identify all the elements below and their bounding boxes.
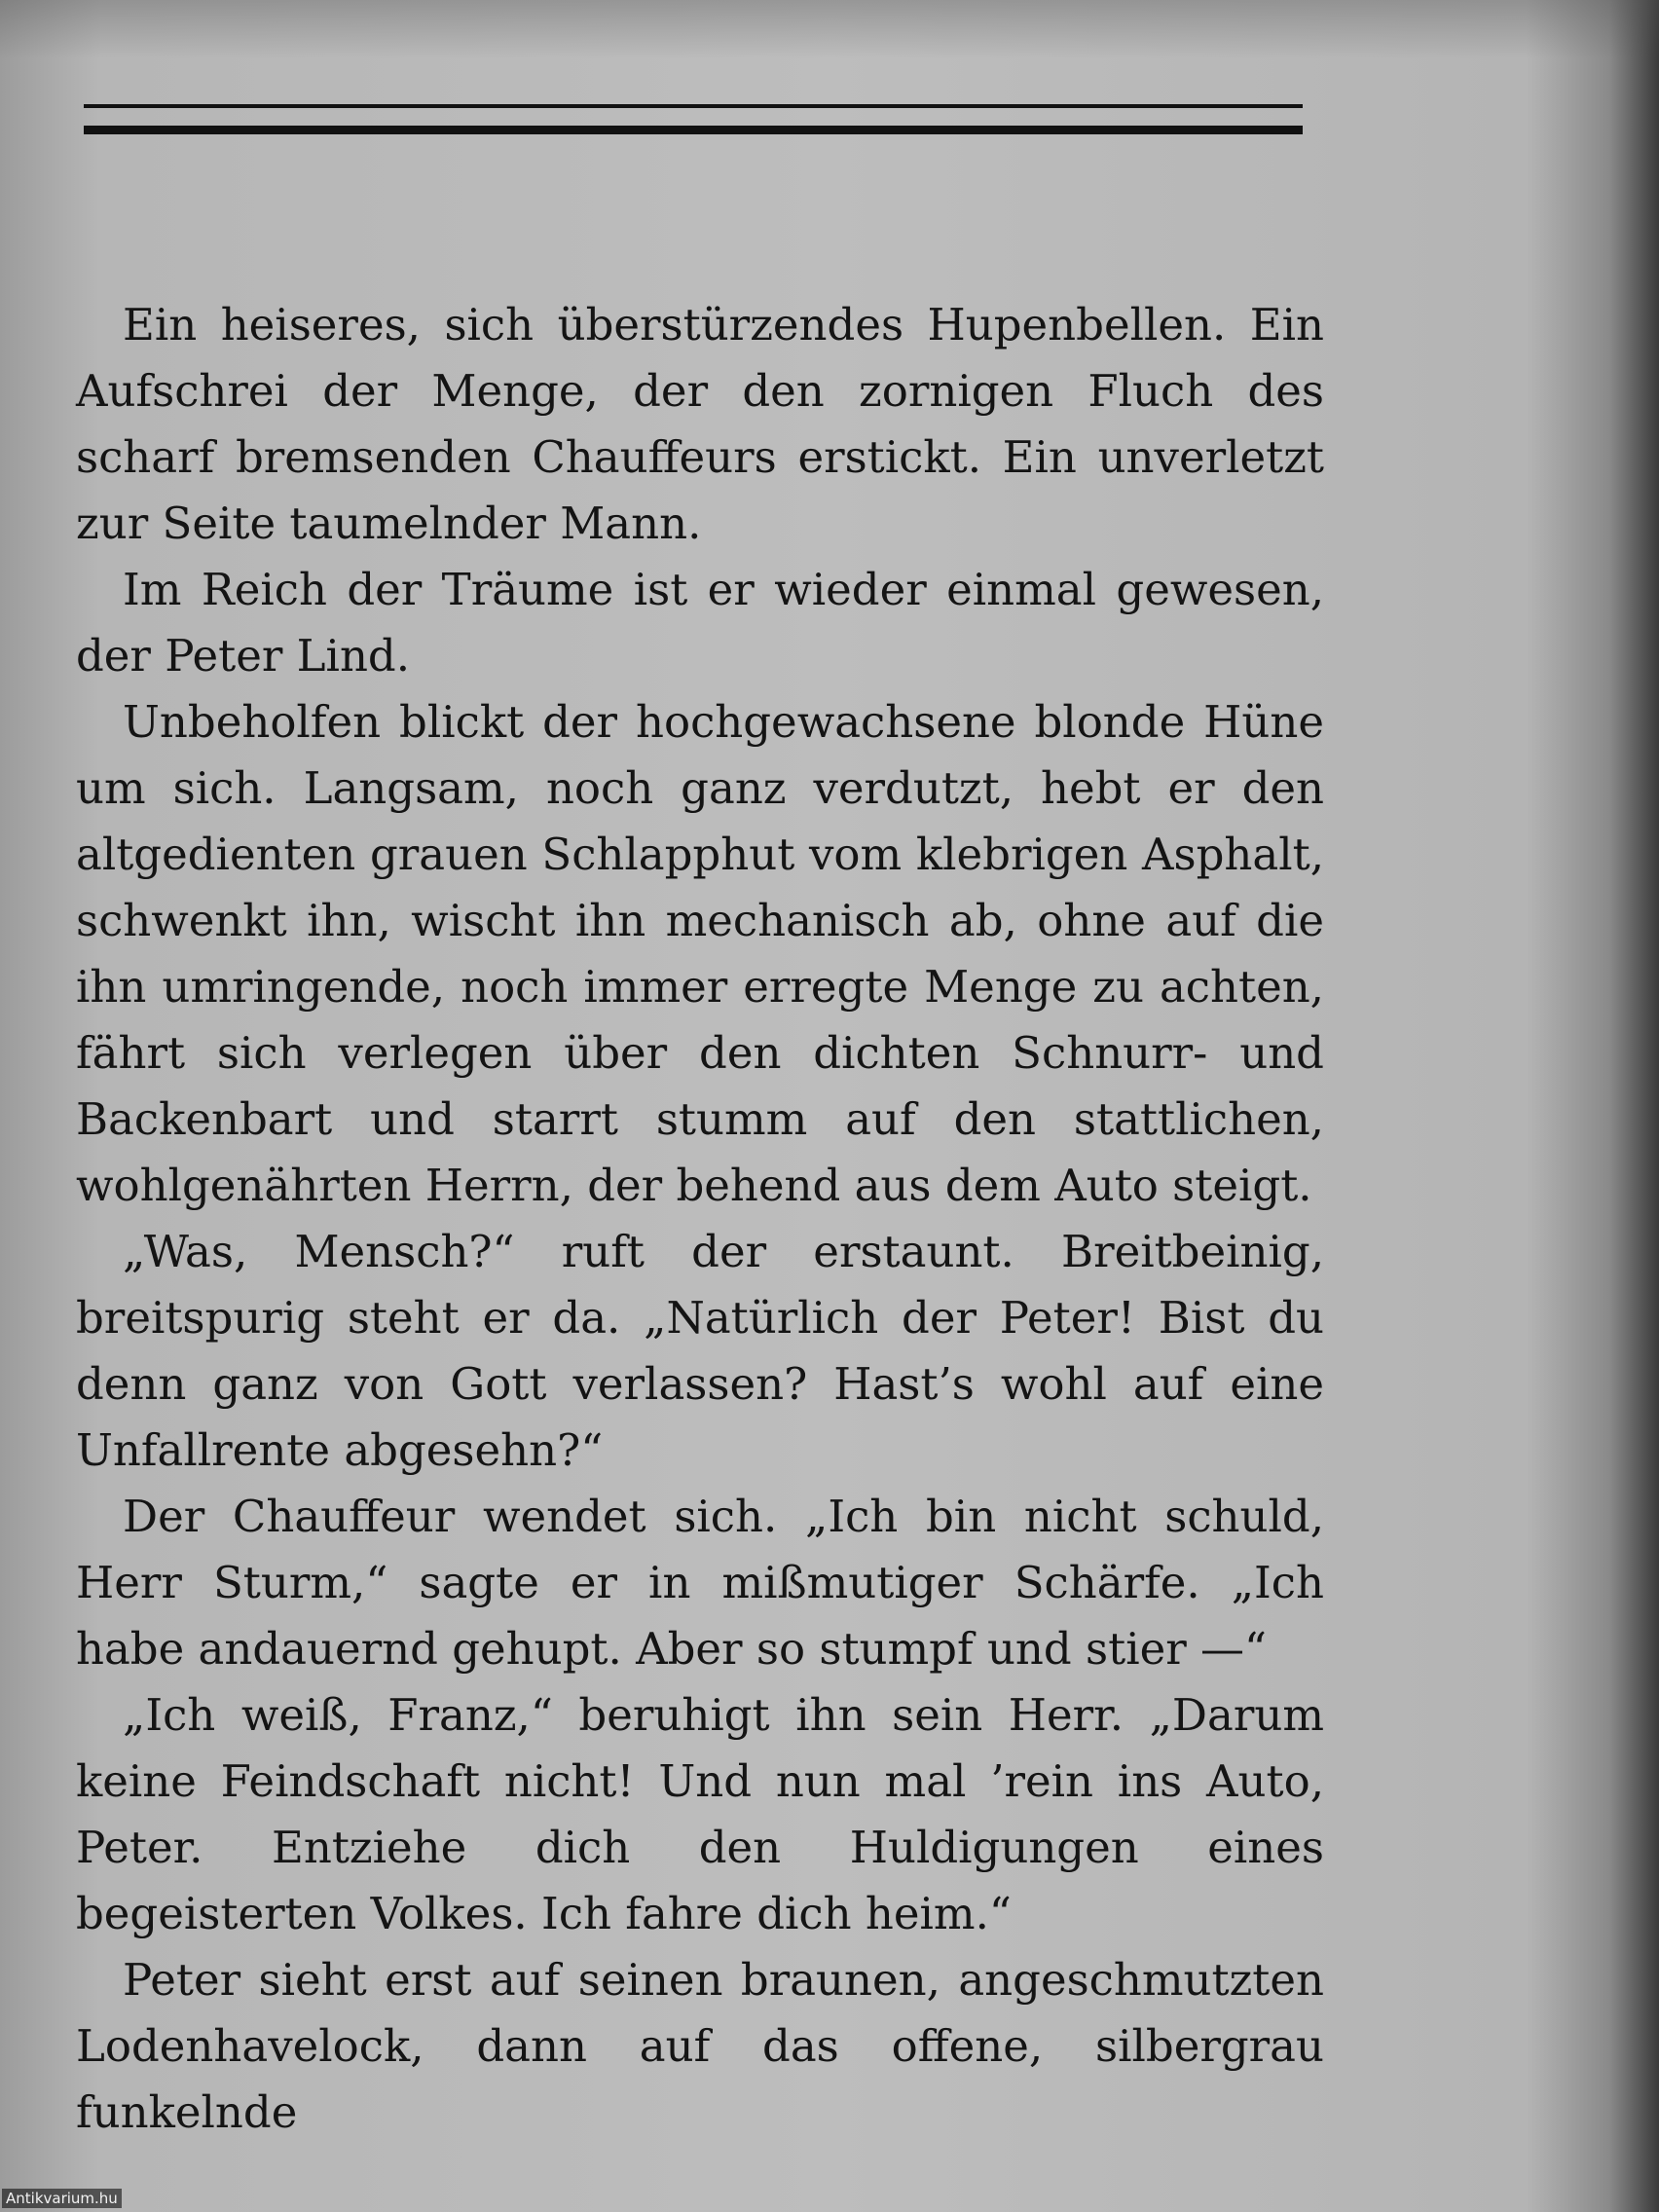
page-top-shadow	[0, 0, 1659, 58]
body-text	[76, 292, 1324, 2146]
paragraph: Der Chauffeur wendet sich. „Ich bin nicht schuld, Herr Sturm,“ sagte er in mißmutiger Schärfe. „Ich habe andauernd gehupt. Aber so stumpf und stier —“	[76, 1491, 1324, 1675]
paragraph: Peter sieht erst auf seinen braunen, angeschmutzten Lodenhavelock, dann auf das offene, silbergrau funkelnde	[76, 1954, 1324, 2138]
paragraph: „Was, Mensch?“ ruft der erstaunt. Breitbeinig, breitspurig steht er da. „Natürlich der Peter! Bist du denn ganz von Gott verlassen? Hast’s wohl auf eine Unfallrente abgesehn?“	[76, 1226, 1324, 1476]
paragraph: „Ich weiß, Franz,“ beruhigt ihn sein Herr. „Darum keine Feindschaft nicht! Und nun mal ’rein ins Auto, Peter. Entziehe dich den Huldigungen eines begeisterten Volkes. Ich fahre dich heim.“	[76, 1689, 1324, 1939]
paragraph: Im Reich der Träume ist er wieder einmal gewesen, der Peter Lind.	[76, 564, 1324, 682]
header-rule	[84, 104, 1303, 137]
paragraph: Ein heiseres, sich überstürzendes Hupenbellen. Ein Aufschrei der Menge, der den zornigen Fluch des scharf bremsenden Chauffeurs erstickt. Ein unverletzt zur Seite taumelnder Mann.	[76, 299, 1324, 549]
paragraph: Unbeholfen blickt der hochgewachsene blonde Hüne um sich. Langsam, noch ganz verdutzt, hebt er den altgedienten grauen Schlapphut vom klebrigen Asphalt, schwenkt ihn, wischt ihn mechanisch ab, ohne auf die ihn umringende, noch immer erregte Menge zu achten, fährt sich verlegen über den dichten Schnurr- und Backenbart und starrt stumm auf den stattlichen, wohlgenährten Herrn, der behend aus dem Auto steigt.	[76, 696, 1324, 1211]
header-rule-thin-line	[84, 104, 1303, 108]
header-rule-thick-line	[84, 126, 1303, 134]
watermark: Antikvarium.hu	[2, 2189, 122, 2208]
